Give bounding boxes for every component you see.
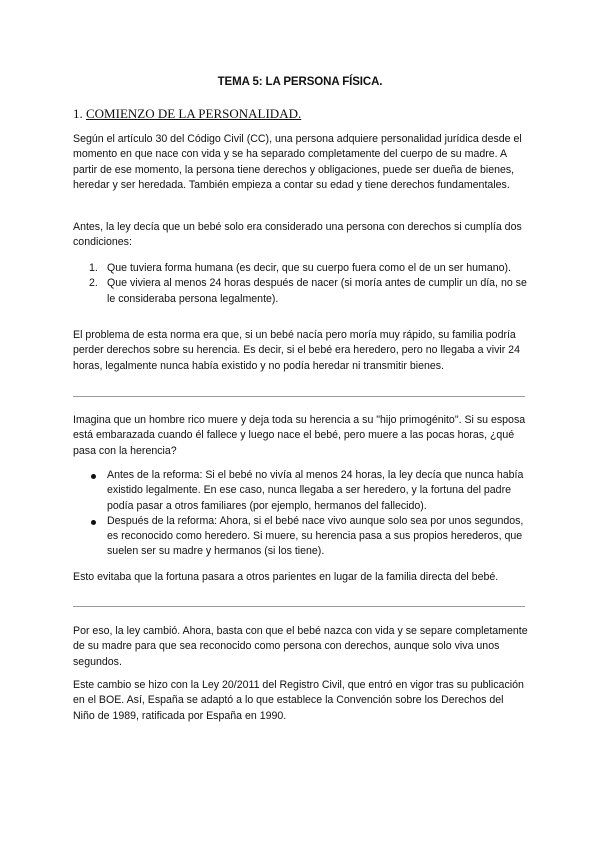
paragraph-6: Por eso, la ley cambió. Ahora, basta con que el bebé nazca con vida y se separe completamente de su madre para que sea reconocido como persona con derechos, aunque solo viva unos segundos.	[73, 625, 528, 668]
list-item	[73, 468, 528, 514]
section-title: COMIENZO DE LA PERSONALIDAD.	[86, 106, 302, 121]
list-marker: 1.	[89, 262, 98, 274]
list-item-text: Que tuviera forma humana (es decir, que su cuerpo fuera como el de un ser humano).	[107, 262, 511, 274]
list-marker: 2.	[89, 277, 98, 290]
list-item-text: Después de la reforma: Ahora, si el bebé nace vivo aunque solo sea por unos segundos, es reconocido como heredero. Si muere, su herencia pasa a sus propios herederos, que suelen ser su madre y hermanos (si los tiene).	[107, 514, 524, 558]
paragraph-1: Según el artículo 30 del Código Civil (CC), una persona adquiere personalidad jurídica desde el momento en que nace con vida y se ha separado completamente del cuerpo de su madre. A partir de ese momento, la persona tiene derechos y obligaciones, puede ser dueña de bienes, heredar y ser heredada. También empieza a contar su edad y tiene derechos fundamentales.	[73, 133, 522, 191]
bullet-list	[73, 468, 528, 560]
paragraph-5: Esto evitaba que la fortuna pasara a otros parientes en lugar de la familia directa del bebé.	[73, 571, 499, 583]
paragraph-3: El problema de esta norma era que, si un bebé nacía pero moría muy rápido, su familia podría perder derechos sobre su herencia. Es decir, si el bebé era heredero, pero no llegaba a vivir 24 horas, legalmente nunca había existido y no podía heredar ni transmitir bienes.	[73, 329, 520, 372]
list-item	[73, 514, 528, 560]
section-heading	[73, 106, 301, 122]
horizontal-divider	[73, 606, 525, 607]
numbered-list	[73, 261, 528, 307]
section-number: 1.	[73, 106, 83, 121]
page-title: TEMA 5: LA PERSONA FÍSICA.	[217, 76, 383, 88]
list-item-text: Que viviera al menos 24 horas después de nacer (si moría antes de cumplir un día, no se le consideraba persona legalmente).	[107, 277, 527, 305]
paragraph-2: Antes, la ley decía que un bebé solo era considerado una persona con derechos si cumplía dos condiciones:	[73, 221, 522, 249]
horizontal-divider	[73, 396, 525, 397]
paragraph-4: Imagina que un hombre rico muere y deja toda su herencia a su "hijo primogénito". Si su esposa está embarazada cuando él fallece y luego nace el bebé, pero muere a las pocas horas, ¿qué pasa con la herencia?	[73, 414, 526, 457]
list-item	[73, 261, 528, 276]
list-item	[73, 276, 528, 307]
paragraph-7: Este cambio se hizo con la Ley 20/2011 del Registro Civil, que entró en vigor tras su publicación en el BOE. Así, España se adaptó a lo que establece la Convención sobre los Derechos del Niño de 1989, ratificada por España en 1990.	[73, 679, 524, 722]
list-item-text: Antes de la reforma: Si el bebé no vivía al menos 24 horas, la ley decía que nunca había existido legalmente. En ese caso, nunca llegaba a ser heredero, y la fortuna del padre podía pasar a otros familiares (por ejemplo, hermanos del fallecido).	[107, 469, 524, 512]
bullet-icon	[91, 520, 96, 525]
bullet-icon	[91, 474, 96, 479]
